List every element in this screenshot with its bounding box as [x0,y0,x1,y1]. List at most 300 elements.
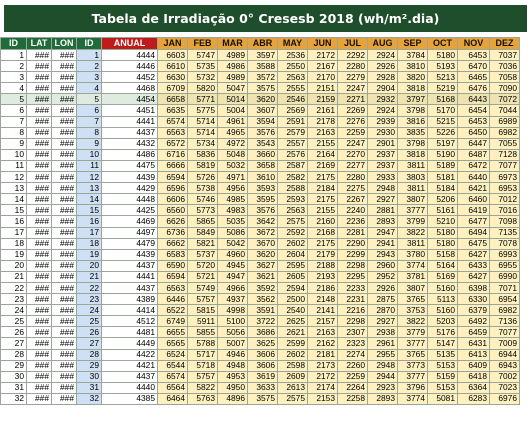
cell-lon[interactable]: ### [52,260,77,271]
cell-month[interactable]: 4989 [218,50,248,61]
cell-lon[interactable]: ### [52,183,77,194]
cell-lon[interactable]: ### [52,238,77,249]
cell-month[interactable]: 2602 [278,238,308,249]
cell-month[interactable]: 2164 [308,149,338,160]
cell-anual[interactable]: 4441 [102,116,158,127]
cell-month[interactable]: 2267 [338,194,368,205]
table-row[interactable] [1,294,520,305]
header-sep[interactable]: SEP [398,38,428,50]
cell-lon[interactable]: ### [52,371,77,382]
cell-id2[interactable]: 17 [77,227,102,238]
header-jan[interactable]: JAN [158,38,188,50]
cell-month[interactable]: 7012 [490,194,520,205]
cell-month[interactable]: 4965 [218,127,248,138]
cell-lat[interactable]: ### [27,194,52,205]
cell-month[interactable]: 6954 [490,294,520,305]
cell-month[interactable]: 6982 [490,127,520,138]
cell-month[interactable]: 2938 [368,327,398,338]
header-jul[interactable]: JUL [338,38,368,50]
cell-id2[interactable]: 22 [77,282,102,293]
cell-month[interactable]: 2172 [308,371,338,382]
cell-month[interactable]: 7136 [490,316,520,327]
cell-anual[interactable]: 4414 [102,305,158,316]
cell-month[interactable]: 5176 [428,327,458,338]
cell-id2[interactable]: 5 [77,94,102,105]
cell-month[interactable]: 3610 [248,172,278,183]
cell-id[interactable]: 11 [1,160,27,171]
cell-month[interactable]: 2157 [308,316,338,327]
cell-month[interactable]: 5168 [428,94,458,105]
cell-month[interactable]: 5226 [428,127,458,138]
cell-month[interactable]: 3627 [248,260,278,271]
cell-lat[interactable]: ### [27,127,52,138]
cell-id2[interactable]: 13 [77,183,102,194]
cell-month[interactable]: 3779 [398,327,428,338]
cell-month[interactable]: 7036 [490,61,520,72]
cell-id[interactable]: 27 [1,338,27,349]
cell-id2[interactable]: 8 [77,127,102,138]
cell-month[interactable]: 6398 [458,282,490,293]
cell-month[interactable]: 5007 [218,338,248,349]
cell-month[interactable]: 6421 [458,183,490,194]
cell-month[interactable]: 6524 [158,349,188,360]
cell-month[interactable]: 6476 [458,83,490,94]
cell-month[interactable]: 2944 [368,371,398,382]
cell-month[interactable]: 5855 [188,327,218,338]
table-row[interactable] [1,238,520,249]
cell-month[interactable]: 6364 [458,382,490,393]
cell-lat[interactable]: ### [27,227,52,238]
cell-id[interactable]: 16 [1,216,27,227]
cell-id[interactable]: 24 [1,305,27,316]
cell-month[interactable]: 4986 [218,61,248,72]
cell-month[interactable]: 6944 [490,349,520,360]
cell-lat[interactable]: ### [27,382,52,393]
cell-month[interactable]: 4966 [218,282,248,293]
cell-month[interactable]: 2160 [308,216,338,227]
cell-month[interactable]: 5738 [188,183,218,194]
cell-month[interactable]: 2269 [338,105,368,116]
table-row[interactable] [1,338,520,349]
cell-month[interactable]: 6487 [458,149,490,160]
cell-month[interactable]: 3620 [248,94,278,105]
cell-lat[interactable]: ### [27,50,52,61]
cell-month[interactable]: 3797 [398,94,428,105]
cell-month[interactable]: 6560 [158,205,188,216]
cell-month[interactable]: 2175 [308,172,338,183]
cell-month[interactable]: 5160 [428,305,458,316]
cell-lat[interactable]: ### [27,61,52,72]
cell-month[interactable]: 2928 [368,72,398,83]
cell-month[interactable]: 6943 [490,360,520,371]
cell-month[interactable]: 2593 [278,194,308,205]
table-row[interactable] [1,160,520,171]
cell-anual[interactable]: 4448 [102,194,158,205]
cell-lat[interactable]: ### [27,116,52,127]
cell-month[interactable]: 6982 [490,305,520,316]
header-mar[interactable]: MAR [218,38,248,50]
cell-month[interactable]: 2875 [368,294,398,305]
cell-month[interactable]: 6990 [490,271,520,282]
cell-month[interactable]: 3811 [398,183,428,194]
cell-lon[interactable]: ### [52,382,77,393]
cell-month[interactable]: 7077 [490,327,520,338]
cell-month[interactable]: 2952 [368,271,398,282]
cell-month[interactable]: 5164 [428,260,458,271]
cell-lon[interactable]: ### [52,105,77,116]
cell-month[interactable]: 2955 [368,349,398,360]
cell-month[interactable]: 6427 [458,271,490,282]
cell-month[interactable]: 2290 [338,238,368,249]
cell-month[interactable]: 2575 [278,393,308,404]
cell-id2[interactable]: 10 [77,149,102,160]
cell-month[interactable]: 3562 [248,294,278,305]
cell-month[interactable]: 2943 [368,249,398,260]
cell-month[interactable]: 5721 [188,271,218,282]
cell-month[interactable]: 5081 [428,393,458,404]
cell-lon[interactable]: ### [52,249,77,260]
cell-month[interactable]: 5100 [218,316,248,327]
cell-month[interactable]: 3672 [248,227,278,238]
cell-month[interactable]: 2216 [338,305,368,316]
cell-lat[interactable]: ### [27,183,52,194]
cell-lat[interactable]: ### [27,105,52,116]
cell-anual[interactable]: 4439 [102,172,158,183]
cell-month[interactable]: 5746 [188,194,218,205]
cell-lat[interactable]: ### [27,371,52,382]
cell-month[interactable]: 2323 [338,338,368,349]
cell-month[interactable]: 6440 [458,172,490,183]
cell-month[interactable]: 2151 [308,83,338,94]
cell-month[interactable]: 6709 [158,83,188,94]
cell-month[interactable]: 4937 [218,294,248,305]
cell-month[interactable]: 6736 [158,227,188,238]
cell-month[interactable]: 5047 [218,83,248,94]
cell-month[interactable]: 3784 [398,50,428,61]
cell-month[interactable]: 5153 [428,360,458,371]
table-row[interactable] [1,172,520,183]
cell-id[interactable]: 1 [1,50,27,61]
cell-month[interactable]: 5911 [188,316,218,327]
cell-month[interactable]: 2186 [308,282,338,293]
cell-id2[interactable]: 6 [77,105,102,116]
cell-month[interactable]: 2181 [308,349,338,360]
cell-month[interactable]: 5056 [218,327,248,338]
cell-month[interactable]: 2579 [278,127,308,138]
cell-month[interactable]: 6572 [158,138,188,149]
cell-month[interactable]: 5014 [218,94,248,105]
cell-anual[interactable]: 4481 [102,327,158,338]
cell-month[interactable]: 2937 [368,149,398,160]
cell-month[interactable]: 6453 [458,50,490,61]
cell-month[interactable]: 6590 [158,260,188,271]
cell-month[interactable]: 5734 [188,138,218,149]
cell-month[interactable]: 3594 [248,116,278,127]
cell-lon[interactable]: ### [52,349,77,360]
cell-month[interactable]: 4896 [218,393,248,404]
cell-month[interactable]: 5757 [188,294,218,305]
cell-anual[interactable]: 4475 [102,160,158,171]
cell-month[interactable]: 2153 [308,393,338,404]
cell-month[interactable]: 5180 [428,227,458,238]
cell-month[interactable]: 2163 [308,127,338,138]
cell-month[interactable]: 3606 [248,360,278,371]
cell-month[interactable]: 2613 [278,382,308,393]
cell-month[interactable]: 2939 [368,116,398,127]
cell-month[interactable]: 3686 [248,327,278,338]
cell-month[interactable]: 4989 [218,72,248,83]
cell-month[interactable]: 3774 [398,260,428,271]
cell-month[interactable]: 6662 [158,238,188,249]
cell-lon[interactable]: ### [52,305,77,316]
cell-lat[interactable]: ### [27,282,52,293]
cell-month[interactable]: 5215 [428,116,458,127]
table-row[interactable] [1,271,520,282]
cell-month[interactable]: 3798 [398,105,428,116]
table-row[interactable] [1,305,520,316]
cell-month[interactable]: 2168 [308,227,338,238]
cell-month[interactable]: 2576 [278,149,308,160]
cell-month[interactable]: 6283 [458,393,490,404]
cell-month[interactable]: 6454 [458,105,490,116]
cell-month[interactable]: 5159 [428,371,458,382]
cell-month[interactable]: 2927 [368,316,398,327]
cell-month[interactable]: 3572 [248,72,278,83]
cell-id[interactable]: 2 [1,61,27,72]
cell-month[interactable]: 6574 [158,116,188,127]
cell-month[interactable]: 5773 [188,205,218,216]
cell-id2[interactable]: 12 [77,172,102,183]
cell-month[interactable]: 5788 [188,338,218,349]
table-row[interactable] [1,50,520,61]
cell-id2[interactable]: 11 [77,160,102,171]
cell-month[interactable]: 5815 [188,305,218,316]
cell-month[interactable]: 2926 [368,61,398,72]
cell-month[interactable]: 3658 [248,160,278,171]
cell-month[interactable]: 3796 [398,382,428,393]
cell-month[interactable]: 5726 [188,172,218,183]
cell-id2[interactable]: 24 [77,305,102,316]
cell-month[interactable]: 3593 [248,183,278,194]
cell-id[interactable]: 14 [1,194,27,205]
table-row[interactable] [1,205,520,216]
cell-anual[interactable]: 4389 [102,294,158,305]
cell-month[interactable]: 6330 [458,294,490,305]
cell-month[interactable]: 5180 [428,50,458,61]
cell-month[interactable]: 3591 [248,305,278,316]
cell-lon[interactable]: ### [52,50,77,61]
header-lat[interactable]: LAT [27,38,52,50]
cell-id2[interactable]: 25 [77,316,102,327]
cell-month[interactable]: 6453 [458,116,490,127]
cell-month[interactable]: 2236 [338,216,368,227]
cell-month[interactable]: 7058 [490,72,520,83]
cell-month[interactable]: 2155 [308,138,338,149]
cell-month[interactable]: 5757 [188,371,218,382]
cell-month[interactable]: 5197 [428,138,458,149]
cell-anual[interactable]: 4437 [102,260,158,271]
cell-month[interactable]: 3607 [248,105,278,116]
cell-month[interactable]: 3777 [398,371,428,382]
cell-month[interactable]: 5147 [428,338,458,349]
cell-id[interactable]: 21 [1,271,27,282]
table-row[interactable] [1,216,520,227]
cell-month[interactable]: 3774 [398,393,428,404]
cell-anual[interactable]: 4452 [102,72,158,83]
cell-month[interactable]: 7044 [490,105,520,116]
table-row[interactable] [1,382,520,393]
cell-anual[interactable]: 4441 [102,271,158,282]
cell-month[interactable]: 2881 [368,205,398,216]
cell-anual[interactable]: 4429 [102,183,158,194]
cell-month[interactable]: 5717 [188,349,218,360]
cell-month[interactable]: 2292 [338,50,368,61]
cell-id[interactable]: 6 [1,105,27,116]
cell-id2[interactable]: 16 [77,216,102,227]
cell-month[interactable]: 3777 [398,205,428,216]
cell-month[interactable]: 6610 [158,61,188,72]
cell-month[interactable]: 2923 [368,382,398,393]
cell-month[interactable]: 2546 [278,94,308,105]
cell-lat[interactable]: ### [27,238,52,249]
cell-lat[interactable]: ### [27,138,52,149]
cell-month[interactable]: 4972 [218,138,248,149]
cell-month[interactable]: 2575 [278,216,308,227]
cell-month[interactable]: 2557 [278,138,308,149]
cell-anual[interactable]: 4437 [102,371,158,382]
cell-month[interactable]: 2188 [308,260,338,271]
cell-month[interactable]: 2870 [368,305,398,316]
cell-month[interactable]: 2148 [308,294,338,305]
cell-month[interactable]: 6563 [158,127,188,138]
cell-month[interactable]: 4971 [218,172,248,183]
cell-month[interactable]: 4945 [218,260,248,271]
cell-month[interactable]: 2599 [278,338,308,349]
cell-month[interactable]: 2605 [278,271,308,282]
cell-month[interactable]: 2947 [368,227,398,238]
cell-month[interactable]: 3575 [248,393,278,404]
cell-month[interactable]: 3780 [398,249,428,260]
cell-id2[interactable]: 2 [77,61,102,72]
cell-month[interactable]: 3777 [398,338,428,349]
cell-month[interactable]: 2271 [338,94,368,105]
cell-month[interactable]: 2595 [278,260,308,271]
cell-month[interactable]: 7037 [490,50,520,61]
cell-month[interactable]: 6472 [458,160,490,171]
cell-month[interactable]: 6433 [458,260,490,271]
cell-month[interactable]: 3619 [248,371,278,382]
cell-month[interactable]: 2927 [368,194,398,205]
cell-month[interactable]: 7016 [490,205,520,216]
table-row[interactable] [1,327,520,338]
table-row[interactable] [1,183,520,194]
cell-month[interactable]: 2259 [338,371,368,382]
cell-month[interactable]: 3811 [398,238,428,249]
cell-id[interactable]: 10 [1,149,27,160]
cell-month[interactable]: 2260 [338,360,368,371]
cell-month[interactable]: 6955 [490,260,520,271]
table-row[interactable] [1,72,520,83]
cell-month[interactable]: 3820 [398,72,428,83]
cell-id[interactable]: 9 [1,138,27,149]
header-feb[interactable]: FEB [188,38,218,50]
cell-month[interactable]: 7078 [490,238,520,249]
cell-lon[interactable]: ### [52,194,77,205]
cell-month[interactable]: 2264 [338,382,368,393]
cell-month[interactable]: 4946 [218,349,248,360]
cell-lat[interactable]: ### [27,94,52,105]
cell-month[interactable]: 2258 [338,393,368,404]
cell-month[interactable]: 5181 [428,172,458,183]
cell-id2[interactable]: 19 [77,249,102,260]
cell-lon[interactable]: ### [52,216,77,227]
cell-month[interactable]: 2591 [278,116,308,127]
cell-month[interactable]: 2193 [308,271,338,282]
cell-lat[interactable]: ### [27,360,52,371]
cell-id[interactable]: 20 [1,260,27,271]
cell-month[interactable]: 5032 [218,160,248,171]
cell-lat[interactable]: ### [27,83,52,94]
cell-month[interactable]: 5763 [188,393,218,404]
cell-month[interactable]: 2540 [278,305,308,316]
cell-id2[interactable]: 26 [77,327,102,338]
cell-month[interactable]: 3765 [398,349,428,360]
cell-id[interactable]: 13 [1,183,27,194]
cell-month[interactable]: 7023 [490,382,520,393]
cell-id2[interactable]: 15 [77,205,102,216]
cell-month[interactable]: 5160 [428,282,458,293]
cell-month[interactable]: 2233 [338,282,368,293]
cell-month[interactable]: 7128 [490,149,520,160]
cell-id2[interactable]: 3 [77,72,102,83]
table-row[interactable] [1,349,520,360]
cell-month[interactable]: 2161 [308,105,338,116]
cell-lon[interactable]: ### [52,127,77,138]
cell-anual[interactable]: 4444 [102,50,158,61]
cell-month[interactable]: 3773 [398,360,428,371]
cell-month[interactable]: 6460 [458,194,490,205]
cell-lat[interactable]: ### [27,249,52,260]
cell-month[interactable]: 2536 [278,50,308,61]
cell-month[interactable]: 7009 [490,338,520,349]
cell-month[interactable]: 5161 [428,205,458,216]
cell-month[interactable]: 2231 [338,294,368,305]
cell-month[interactable]: 5820 [188,83,218,94]
cell-anual[interactable]: 4432 [102,138,158,149]
cell-id2[interactable]: 1 [77,50,102,61]
header-id2[interactable]: ID [77,38,102,50]
cell-anual[interactable]: 4439 [102,249,158,260]
cell-id[interactable]: 30 [1,371,27,382]
cell-month[interactable]: 6447 [458,138,490,149]
cell-month[interactable]: 2184 [308,183,338,194]
cell-month[interactable]: 2961 [368,338,398,349]
cell-month[interactable]: 6494 [458,227,490,238]
table-row[interactable] [1,282,520,293]
cell-lon[interactable]: ### [52,227,77,238]
cell-lat[interactable]: ### [27,160,52,171]
cell-month[interactable]: 5714 [188,127,218,138]
cell-lat[interactable]: ### [27,316,52,327]
cell-lon[interactable]: ### [52,294,77,305]
cell-id[interactable]: 17 [1,227,27,238]
cell-month[interactable]: 3625 [248,338,278,349]
cell-month[interactable]: 5714 [188,116,218,127]
cell-month[interactable]: 6544 [158,360,188,371]
cell-month[interactable]: 2924 [368,50,398,61]
cell-month[interactable]: 5206 [428,194,458,205]
cell-anual[interactable]: 4468 [102,83,158,94]
